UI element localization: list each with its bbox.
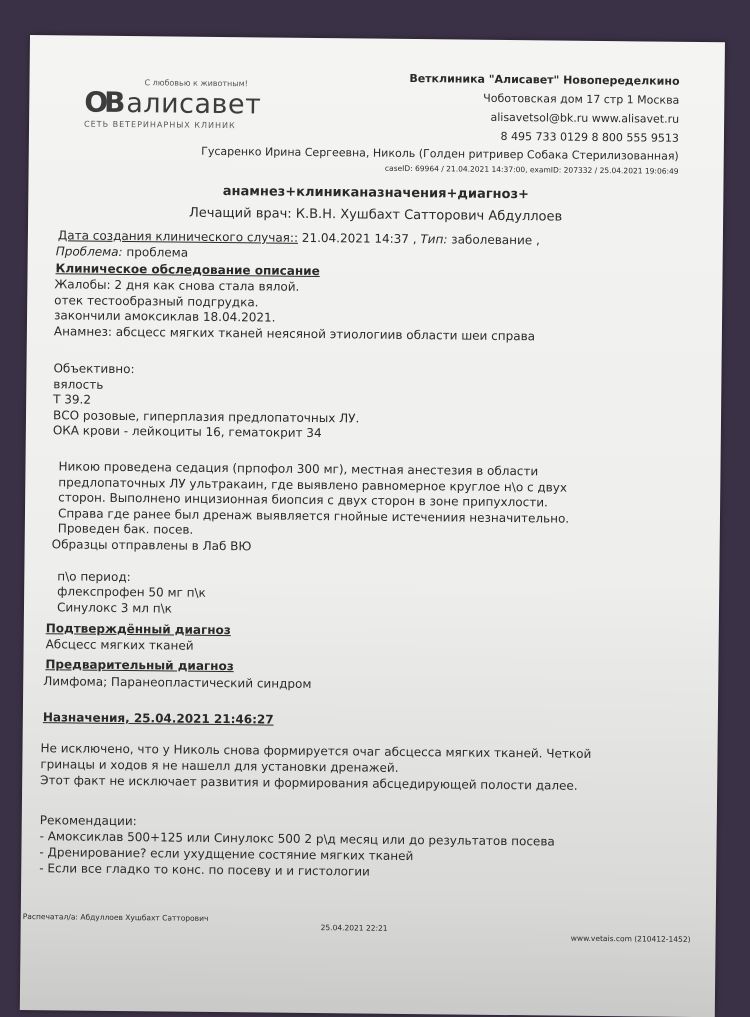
prescriptions-heading: Назначения, 25.04.2021 21:46:27 [42,710,274,727]
software-credit: www.vetais.com (210412-1452) [570,933,691,944]
date-label: Дата создания клинического случая:: [57,228,299,245]
case-ids: caseID: 69964 / 21.04.2021 14:37:00, examID: 207332 / 25.04.2021 19:06:49 [384,163,679,176]
exam-line: Жалобы: 2 дня как снова стала вялой. [54,277,300,294]
attending-doctor: Лечащий врач: К.В.Н. Хушбахт Сатторович Абдуллоев [188,205,563,225]
problem-line [56,244,189,259]
exam-line: п\о период: [57,568,131,584]
exam-line: Проведен бак. посев. [57,521,194,538]
clinic-contacts: alisavetsol@bk.ru www.alisavet.ru [490,110,680,126]
problem-label: Проблема: [55,244,123,259]
printed-at: 25.04.2021 22:21 [320,923,388,933]
exam-line: Анамнез: абсцесс мягких тканей неясяной этиологиив области шеи справа [53,324,536,344]
confirmed-diagnosis-value: Абсцесс мягких тканей [45,637,194,653]
exam-line: вялость [53,376,104,392]
prescriptions-body [39,740,591,882]
prescription-line: гринацы и ходов я не нашелл для установки дренажей. [40,757,399,775]
printed-by: Распечатал/а: Абдуллоев Хушбахт Сатторович [22,911,209,923]
exam-line: Никою проведена седация (прпофол 300 мг), местная анестезия в области [58,459,539,479]
prescription-line: Рекомендации: [39,813,137,829]
exam-line: флекспрофен 50 мг п\к [57,584,206,600]
exam-line: ВСО розовые, гиперплазия предлопаточных ЛУ. [52,408,360,426]
prescription-line: Этот факт не исключает развития и формирования абсцедирующей полости далее. [40,773,578,793]
preliminary-diagnosis-heading: Предварительный диагноз [45,657,234,674]
confirmed-diagnosis-heading: Подтверждённый диагноз [45,621,231,638]
logo-tagline: С любовью к животным! [144,78,248,89]
clinic-name: Ветклиника "Алисавет" Новопеределкино [409,71,680,88]
type-label: Тип: [416,232,448,247]
document-page [20,35,725,1017]
logo-name: алисавет [126,88,262,121]
date-value: 21.04.2021 14:37 , [297,230,417,247]
problem-value: проблема [122,244,189,260]
exam-line: закончили амоксиклав 18.04.2021. [53,308,276,325]
clinic-phones: 8 495 733 0129 8 800 555 9513 [500,129,680,145]
exam-heading: Клиническое обследование описание [55,261,320,279]
exam-line: отек тестообразный подгрудка. [54,292,259,310]
logo-subtitle: СЕТЬ ВЕТЕРИНАРНЫХ КЛИНИК [84,119,236,131]
logo-mark-icon: ОВ [84,85,122,119]
clinic-logo [84,78,275,135]
clinic-address: Чоботовская дом 17 стр 1 Москва [483,91,680,107]
exam-line: Т 39.2 [53,392,92,407]
preliminary-diagnosis-value: Лимфома; Паранеопластический синдром [43,674,312,691]
exam-line: ОКА крови - лейкоциты 16, гематокрит 34 [52,423,322,441]
prescription-line: - Амоксиклав 500+125 или Синулокс 500 2 р\д месяц или до результатов посева [39,829,555,849]
prescription-line: - Дренирование? если ухудщение состяние мягких тканей [39,845,414,864]
patient-info: Гусаренко Ирина Сергеевна, Николь (Голден ритривер Собака Стерилизованная) [201,144,679,163]
document-title: анамнез+клиниканазначения+диагноз+ [222,184,530,203]
exam-line: Синулокс 3 мл п\к [56,600,173,616]
exam-line: Справа где ранее был дренаж выявляется гнойные истечениия незначительно. [57,506,570,526]
type-value: заболевание , [447,232,540,248]
prescription-line: Не исключено, что у Николь снова формируется очаг абсцесса мягких тканей. Четкой [40,741,592,761]
exam-line: Образцы отправлены в Лаб ВЮ [51,537,252,554]
exam-line: Объективно: [53,361,135,377]
exam-line: сторон. Выполнено инцизионная биопсия с двух сторон в зоне припухлости. [58,490,548,510]
exam-line: предлопаточных ЛУ ультракаин, где выявлено равномерное круглое н\о с двух [58,474,568,495]
exam-body [51,277,572,621]
prescription-line: - Если все гладко то конс. по посеву и и гистологии [39,861,370,879]
